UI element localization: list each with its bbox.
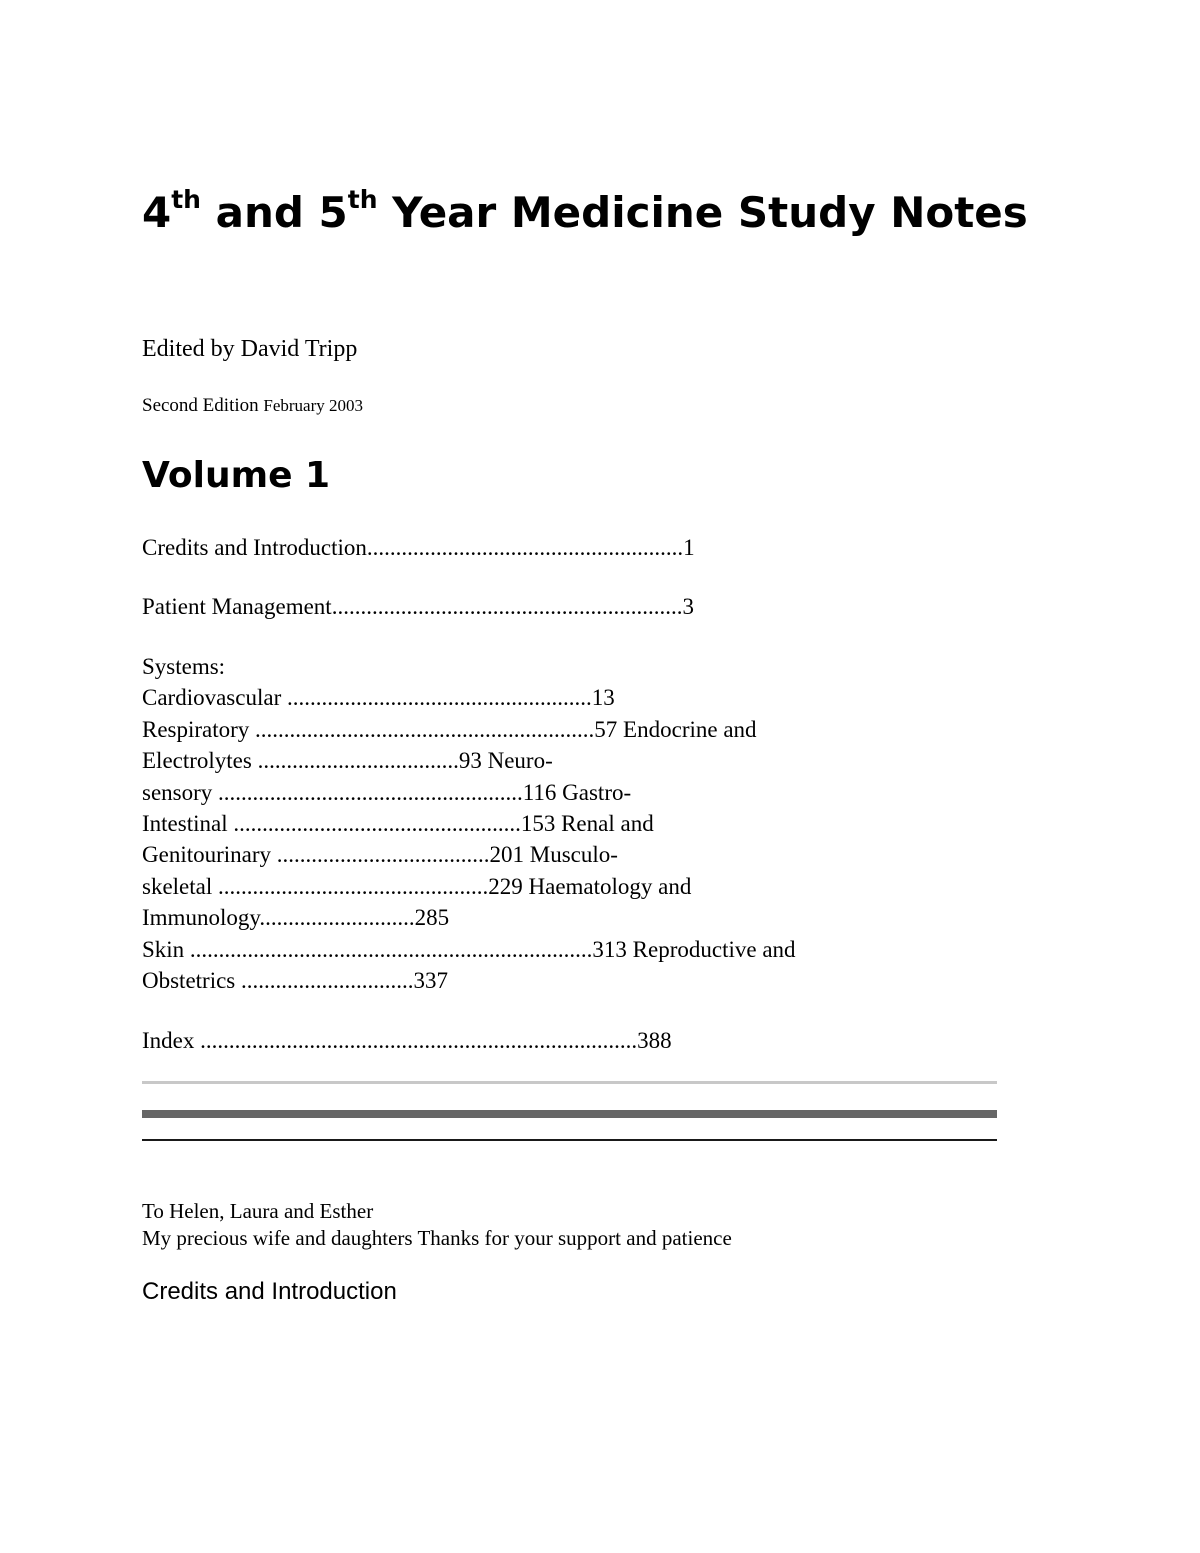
toc-line: Skin ......................................................................313 Reproductive and xyxy=(142,936,796,962)
section-heading-credits: Credits and Introduction xyxy=(142,1278,397,1305)
title-part-2: and 5 xyxy=(200,188,348,237)
title-part-1: 4 xyxy=(142,188,172,237)
edition-date: February 2003 xyxy=(263,396,364,415)
title-part-3: Year Medicine Study Notes xyxy=(377,188,1028,237)
dedication-line-1: To Helen, Laura and Esther xyxy=(142,1199,374,1223)
toc-line: Electrolytes ...................................93 Neuro- xyxy=(142,748,553,774)
toc-line: Intestinal ..................................................153 Renal and xyxy=(142,811,654,837)
title-superscript-1: th xyxy=(171,185,201,214)
divider-thick xyxy=(142,1110,997,1118)
edition-label: Second Edition xyxy=(142,395,264,416)
toc-line: Respiratory ...........................................................57 Endocrine and xyxy=(142,716,757,742)
toc-line: Cardiovascular .....................................................13 xyxy=(142,685,615,711)
edition-line xyxy=(142,395,363,417)
toc-entry-patient-management: Patient Management.............................................................3 xyxy=(142,594,694,619)
toc-systems-block xyxy=(142,651,796,996)
toc-line: Systems: xyxy=(142,654,226,679)
divider-dark xyxy=(142,1139,997,1141)
volume-heading: Volume 1 xyxy=(142,455,331,496)
toc-entry-index: Index ............................................................................388 xyxy=(142,1028,672,1053)
toc-line: Genitourinary .....................................201 Musculo- xyxy=(142,842,618,868)
title-superscript-2: th xyxy=(347,185,378,214)
toc-line: sensory .....................................................116 Gastro- xyxy=(142,779,632,805)
toc-entry-credits: Credits and Introduction.......................................................1 xyxy=(142,535,695,560)
toc-line: Obstetrics ..............................337 xyxy=(142,968,449,994)
editor-line: Edited by David Tripp xyxy=(142,336,358,362)
toc-line: Immunology...........................285 xyxy=(142,905,450,931)
toc-line: skeletal ...............................................229 Haematology and xyxy=(142,873,692,899)
document-title xyxy=(142,180,1042,246)
dedication-line-2: My precious wife and daughters Thanks for your support and patience xyxy=(142,1226,732,1250)
dedication xyxy=(142,1198,732,1252)
divider-light xyxy=(142,1081,997,1084)
